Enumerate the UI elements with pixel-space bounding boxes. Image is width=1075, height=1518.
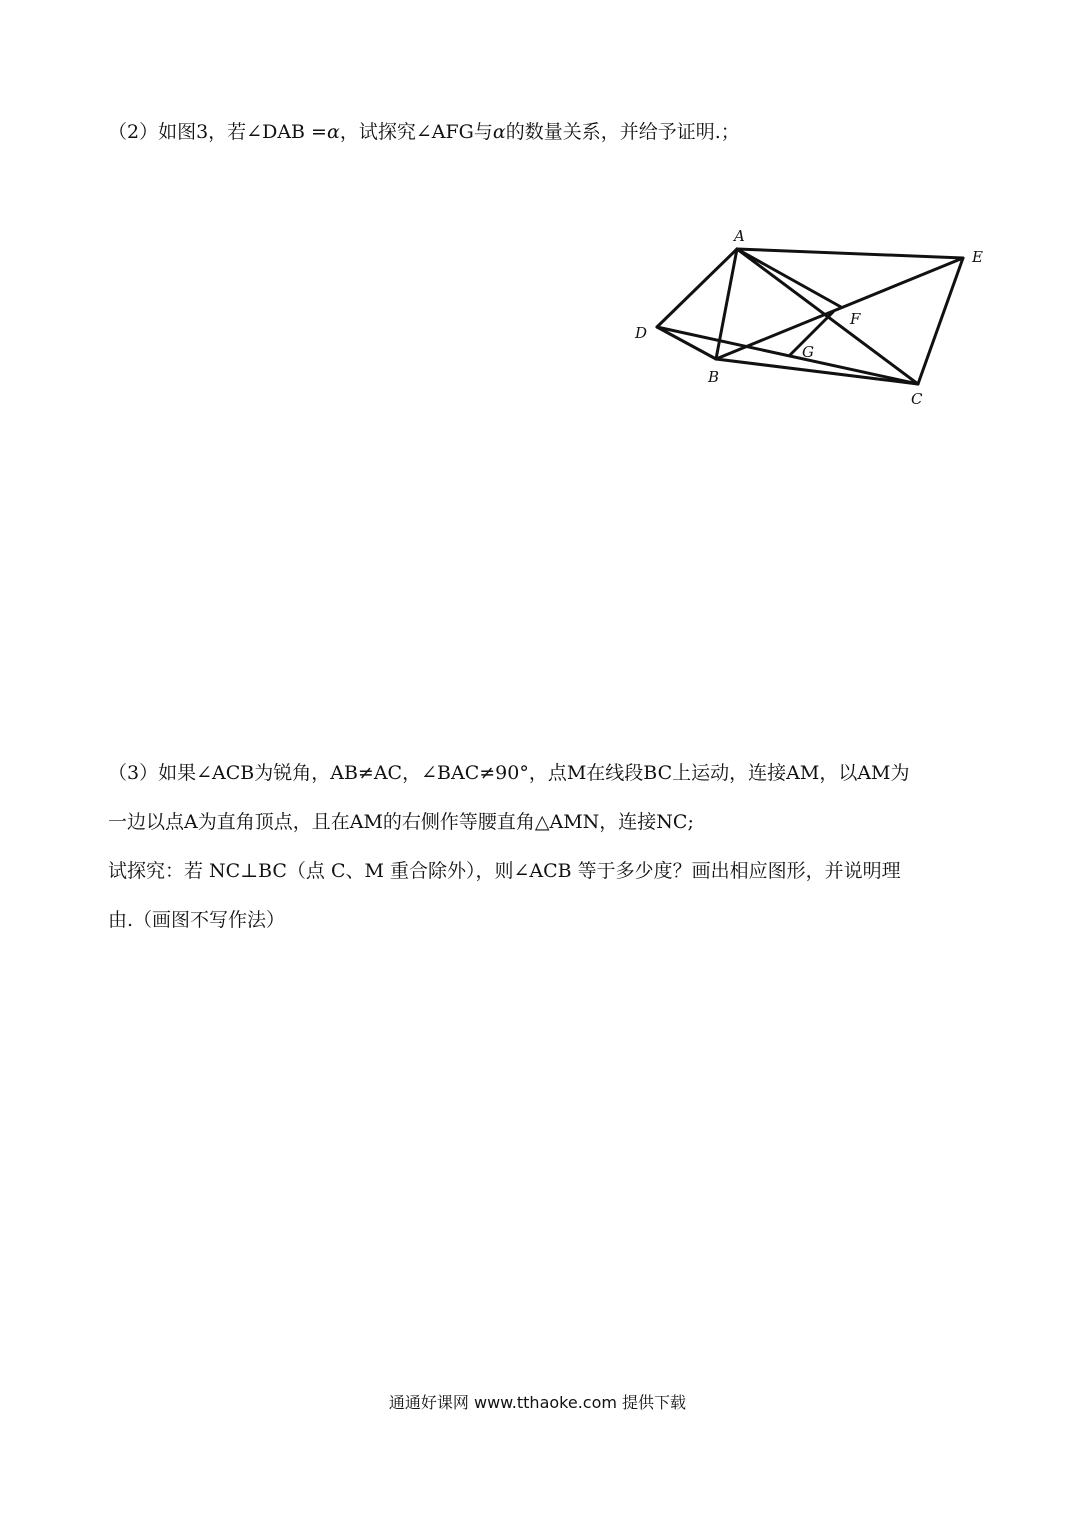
point-label-F: F — [850, 310, 861, 328]
point-label-C: C — [911, 390, 923, 408]
question-2-text — [108, 116, 988, 148]
alpha-symbol: α — [492, 121, 506, 143]
segment-BE — [716, 258, 963, 359]
segment-EC — [918, 258, 963, 384]
segment-AE — [737, 249, 963, 258]
point-label-B: B — [708, 368, 720, 386]
question-3-line-3: 试探究：若 NC⊥BC（点 C、M 重合除外），则∠ACB 等于多少度？画出相应图形，并说明理 — [108, 860, 901, 882]
question-2-part3: 的数量关系，并给予证明.； — [505, 121, 740, 143]
question-3-line-1: （3）如果∠ACB为锐角，AB≠AC，∠BAC≠90°，点M在线段BC上运动，连接AM，以AM为 — [108, 762, 910, 784]
geometry-diagram — [620, 218, 1000, 418]
question-2-part1: （2）如图3，若∠DAB = — [108, 121, 327, 143]
geometry-figure-3 — [620, 218, 1000, 418]
question-2-part2: ，试探究∠AFG与 — [339, 121, 493, 143]
page-footer: 通通好课网 www.tthaoke.com 提供下载 — [388, 1393, 687, 1412]
alpha-symbol: α — [326, 121, 340, 143]
question-3-line-4: 由.（画图不写作法） — [108, 909, 286, 931]
segment-DB — [657, 327, 716, 359]
point-label-E: E — [972, 248, 983, 266]
question-3-text — [108, 749, 988, 945]
point-label-A: A — [734, 227, 745, 245]
question-3-line-2: 一边以点A为直角顶点，且在AM的右侧作等腰直角△AMN，连接NC; — [108, 811, 694, 833]
segment-AF — [737, 249, 841, 307]
point-label-D: D — [635, 324, 648, 342]
point-label-G: G — [802, 343, 814, 361]
